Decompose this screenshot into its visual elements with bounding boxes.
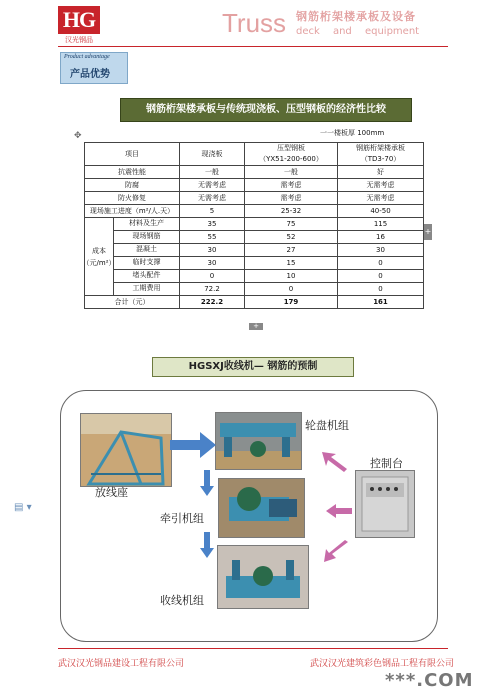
footer-company-left: 武汉汉光钢品建设工程有限公司 <box>58 659 185 669</box>
table-cell: 55 <box>180 231 245 244</box>
table-cell: 5 <box>180 205 245 218</box>
table-move-handle-icon[interactable]: ✥ <box>74 131 82 141</box>
label-wheel-unit: 轮盘机组 <box>305 419 349 432</box>
table-total-row <box>85 296 424 309</box>
wheel-unit-photo <box>215 412 302 470</box>
table-cell: 72.2 <box>180 283 245 296</box>
table-cell: 一般 <box>245 166 338 179</box>
traction-unit-photo <box>218 478 305 538</box>
table-header-cell: 压型钢板 （YX51-200-600） <box>245 143 338 166</box>
label-take-up-unit: 收线机组 <box>160 594 204 607</box>
table-cell: 无需考虑 <box>338 179 424 192</box>
table-cell: 0 <box>245 283 338 296</box>
table-cell: 25-32 <box>245 205 338 218</box>
add-row-handle-icon[interactable]: + <box>249 323 263 330</box>
arrow-left-icon <box>326 504 352 518</box>
row-label: 材料及生产 <box>114 218 179 231</box>
header-truss-title: Truss <box>222 8 287 38</box>
table-cell: 16 <box>338 231 424 244</box>
table-cell: 无需考虑 <box>180 179 245 192</box>
take-up-unit-photo <box>217 545 309 609</box>
table-row <box>85 192 424 205</box>
table-cell: 0 <box>338 283 424 296</box>
table-header-cell: 项目 <box>85 143 180 166</box>
table-cell: 0 <box>338 257 424 270</box>
cost-group-label: 成本 （元/m²） <box>85 218 114 295</box>
header-truss-cn: 钢筋桁架楼承板及设备 <box>296 10 416 23</box>
cost-group-cell <box>82 218 180 296</box>
table-cell: 需考虑 <box>245 179 338 192</box>
row-label: 临时支撑 <box>114 257 179 270</box>
header-divider <box>58 46 448 47</box>
table-cell: 0 <box>180 270 245 283</box>
add-column-handle-icon[interactable]: + <box>424 224 432 240</box>
advantage-en: Product advantage <box>64 54 110 60</box>
table-cell: 75 <box>245 218 338 231</box>
table-cell: 40-50 <box>338 205 424 218</box>
table-row <box>85 205 424 218</box>
table-cell: 30 <box>180 257 245 270</box>
table-cell: 52 <box>245 231 338 244</box>
section2-title: HGSXJ收线机— 钢筋的预制 <box>152 357 354 377</box>
table-row <box>85 218 424 231</box>
table-cell: 30 <box>338 244 424 257</box>
table-cell: 161 <box>338 296 424 309</box>
table-cell: 好 <box>338 166 424 179</box>
table-cell: 10 <box>245 270 338 283</box>
payoff-stand-photo <box>80 413 172 487</box>
table-header-cell: 钢筋桁架楼承板 （TD3-70） <box>338 143 424 166</box>
arrow-down-icon <box>200 470 214 496</box>
arrow-right-icon <box>170 430 216 460</box>
company-logo: HG <box>58 6 100 34</box>
arrow-diagonal-icon <box>322 452 348 474</box>
advantage-cn: 产品优势 <box>70 69 110 80</box>
table-cell: 27 <box>245 244 338 257</box>
table-cell: 无需考虑 <box>180 192 245 205</box>
table-row <box>85 166 424 179</box>
table-header-row <box>85 143 424 166</box>
row-label: 现场施工进度（m²/人.天） <box>85 205 180 218</box>
row-label: 防腐 <box>85 179 180 192</box>
row-label: 合计（元） <box>85 296 180 309</box>
table-cell: 35 <box>180 218 245 231</box>
table-cell: 222.2 <box>180 296 245 309</box>
label-payoff: 放线座 <box>95 486 128 499</box>
label-control-console: 控制台 <box>370 457 403 470</box>
table-header-cell: 现浇板 <box>180 143 245 166</box>
header-truss-en: deck and equipment <box>296 26 420 37</box>
comparison-table <box>84 142 424 309</box>
table-cell: 15 <box>245 257 338 270</box>
arrow-down-icon <box>200 532 214 558</box>
table-cell: 无需考虑 <box>338 192 424 205</box>
table-cell: 179 <box>245 296 338 309</box>
table-cell: 一般 <box>180 166 245 179</box>
footer-company-right: 武汉汉光建筑彩色钢品工程有限公司 <box>310 659 455 669</box>
row-label: 堵头配件 <box>114 270 179 283</box>
row-label: 防火修复 <box>85 192 180 205</box>
control-console-photo <box>355 470 415 538</box>
table-cell: 需考虑 <box>245 192 338 205</box>
row-label: 现场钢筋 <box>114 231 179 244</box>
table-cell: 115 <box>338 218 424 231</box>
row-label: 抗震性能 <box>85 166 180 179</box>
table-cell: 30 <box>180 244 245 257</box>
table-cell: 0 <box>338 270 424 283</box>
arrow-diagonal-icon <box>324 540 350 562</box>
footer-divider <box>58 648 448 649</box>
table-row <box>85 179 424 192</box>
cost-sublabels <box>114 218 179 295</box>
row-label: 工期费用 <box>132 284 161 292</box>
thickness-note: 一一楼板厚 100mm <box>320 129 385 137</box>
label-traction-unit: 牵引机组 <box>160 512 204 525</box>
logo-subtitle: 汉光钢品 <box>65 36 93 44</box>
document-icon[interactable]: ▤ ▾ <box>14 502 32 513</box>
row-label: 混凝土 <box>114 244 179 257</box>
section1-title: 钢筋桁架楼承板与传统现浇板、压型钢板的经济性比较 <box>120 98 412 122</box>
watermark: ***.COM <box>385 670 474 691</box>
